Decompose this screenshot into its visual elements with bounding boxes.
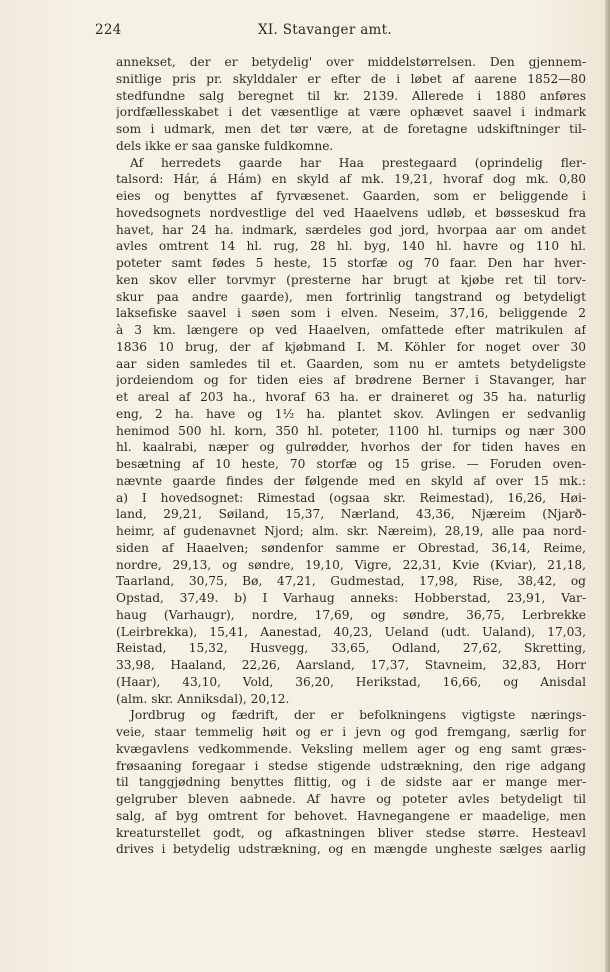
- text-line: skur paa andre gaarde), men fortrinlig tangstrand og betydeligt: [116, 289, 586, 304]
- text-line: salg, af byg omtrent for behovet. Havnegangene er maadelige, men: [116, 808, 586, 823]
- text-line: 1836 10 brug, der af kjøbmand I. M. Köhler for noget over 30: [116, 339, 586, 354]
- page-number: 224: [95, 22, 122, 38]
- text-line: drives i betydelig udstrækning, og en mængde ungheste sælges aarlig: [116, 842, 586, 857]
- text-line: henimod 500 hl. korn, 350 hl. poteter, 1100 hl. turnips og nær 300: [116, 423, 586, 438]
- text-line: nævnte gaarde findes der følgende med en skyld af over 15 mk.:: [116, 473, 586, 488]
- text-line: avles omtrent 14 hl. rug, 28 hl. byg, 140 hl. havre og 110 hl.: [116, 239, 586, 254]
- text-line: frøsaaning foregaar i stedse stigende udstrækning, den rige adgang: [116, 758, 586, 773]
- text-line: dels ikke er saa ganske fuldkomne.: [116, 138, 334, 153]
- text-line: et areal af 203 ha., hvoraf 63 ha. er draineret og 35 ha. naturlig: [116, 390, 586, 404]
- text-line: eies og benyttes af fyrvæsenet. Gaarden, som er beliggende i: [116, 189, 586, 203]
- text-line: stedfundne salg beregnet til kr. 2139. Allerede i 1880 anføres: [116, 88, 586, 103]
- body-text: [116, 54, 586, 858]
- text-line: laksefiske saavel i søen som i elven. Neseim, 37,16, beliggende 2: [116, 306, 586, 321]
- text-line: eng, 2 ha. have og 1½ ha. plantet skov. Avlingen er sedvanlig: [116, 406, 586, 421]
- text-line: veie, staar temmelig høit og er i jevn og god fremgang, særlig for: [116, 725, 586, 739]
- text-line: Af herredets gaarde har Haa prestegaard (oprindelig fler-: [130, 155, 586, 170]
- section-title: XI. Stavanger amt.: [258, 22, 392, 38]
- text-line: Reistad, 15,32, Husvegg, 33,65, Odland, 27,62, Skretting,: [116, 641, 586, 656]
- text-line: som i udmark, men det tør være, at de foretagne udskiftninger til-: [116, 122, 586, 136]
- text-line: nordre, 29,13, og søndre, 19,10, Vigre, 22,31, Kvie (Kviar), 21,18,: [116, 557, 586, 572]
- page-edge: [605, 0, 610, 972]
- text-line: haug (Varhaugr), nordre, 17,69, og søndre, 36,75, Lerbrekke: [116, 607, 586, 622]
- text-line: jordfællesskabet i det væsentlige at være ophævet saavel i indmark: [116, 105, 586, 120]
- text-line: siden af Haaelven; søndenfor samme er Obrestad, 36,14, Reime,: [116, 540, 586, 555]
- text-line: Jordbrug og fædrift, der er befolkningens vigtigste nærings-: [130, 708, 586, 723]
- text-line: til tanggjødning benyttes flittig, og i de sidste aar er mange mer-: [116, 775, 586, 790]
- text-line: hl. kaalrabi, næper og gulrødder, hvorhos der for tiden haves en: [116, 440, 586, 455]
- text-line: snitlige pris pr. skylddaler er efter de i løbet af aarene 1852—80: [116, 71, 586, 86]
- text-line: à 3 km. længere op ved Haaelven, omfattede efter matrikulen af: [116, 323, 586, 337]
- text-line: (Leirbrekka), 15,41, Aanestad, 40,23, Ueland (udt. Ualand), 17,03,: [116, 624, 586, 639]
- text-line: aar siden samledes til et. Gaarden, som nu er amtets betydeligste: [116, 356, 586, 371]
- text-line: besætning af 10 heste, 70 storfæ og 15 grise. — Foruden oven-: [116, 457, 586, 471]
- text-line: gelgruber bleven aabnede. Af havre og poteter avles betydeligt til: [116, 792, 586, 806]
- text-line: jordeiendom og for tiden eies af brødrene Berner i Stavanger, har: [116, 373, 586, 388]
- text-line: kvægavlens vedkommende. Veksling mellem ager og eng samt græs-: [116, 741, 586, 756]
- text-line: a) I hovedsognet: Rimestad (ogsaa skr. Reimestad), 16,26, Høi-: [116, 490, 586, 505]
- text-line: (alm. skr. Anniksdal), 20,12.: [116, 691, 290, 706]
- text-line: 33,98, Haaland, 22,26, Aarsland, 17,37, Stavneim, 32,83, Horr: [116, 658, 586, 672]
- text-line: land, 29,21, Søiland, 15,37, Nærland, 43,36, Njæreim (Njarð-: [116, 507, 586, 522]
- text-line: Opstad, 37,49. b) I Varhaug anneks: Hobberstad, 23,91, Var-: [116, 591, 586, 605]
- text-line: ken skov eller torvmyr (presterne har brugt at kjøbe ret til torv-: [116, 272, 586, 287]
- text-line: annekset, der er betydelig' over middelstørrelsen. Den gjennem-: [116, 55, 586, 69]
- text-line: havet, har 24 ha. indmark, særdeles god jord, hvorpaa aar om andet: [116, 222, 586, 237]
- text-line: kreaturstellet godt, og afkastningen bliver stedse større. Hesteavl: [116, 825, 586, 840]
- text-line: poteter samt fødes 5 heste, 15 storfæ og 70 faar. Den har hver-: [116, 256, 586, 270]
- text-line: heimr, af gudenavnet Njord; alm. skr. Næreim), 28,19, alle paa nord-: [116, 524, 586, 538]
- text-line: (Haar), 43,10, Vold, 36,20, Herikstad, 16,66, og Anisdal: [116, 674, 586, 689]
- text-line: Taarland, 30,75, Bø, 47,21, Gudmestad, 17,98, Rise, 38,42, og: [116, 574, 586, 589]
- text-line: hovedsognets nordvestlige del ved Haaelvens udløb, et bøsseskud fra: [116, 205, 586, 220]
- text-line: talsord: Hár, á Hám) en skyld af mk. 19,21, hvoraf dog mk. 0,80: [116, 172, 586, 187]
